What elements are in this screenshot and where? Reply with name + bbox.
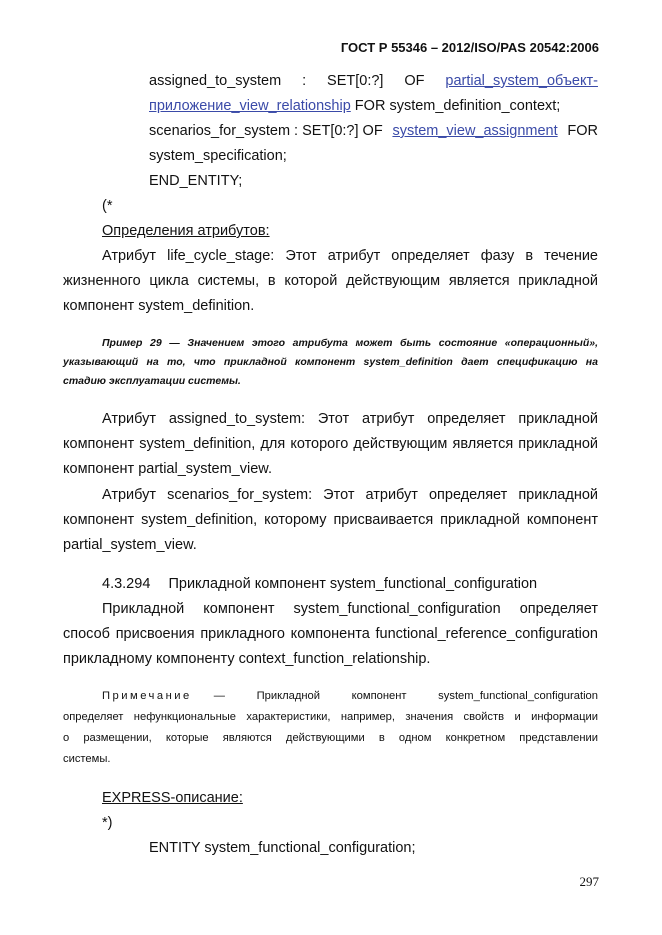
note-line: о размещении, которые являются действующими в одном конкретном представлении bbox=[63, 732, 598, 744]
paragraph-line: компонент system_definition, для которого действующим является прикладной bbox=[63, 436, 598, 452]
express-token: : bbox=[302, 73, 307, 89]
paragraph-line: Прикладной компонент system_functional_configuration определяет bbox=[102, 601, 598, 617]
paragraph-line: Атрибут scenarios_for_system: Этот атрибут определяет прикладной bbox=[102, 487, 598, 503]
note-line: системы. bbox=[63, 753, 111, 765]
comment-open: (* bbox=[102, 198, 113, 214]
express-line bbox=[149, 98, 560, 114]
example-line: стадию эксплуатации системы. bbox=[63, 375, 241, 387]
express-type-link[interactable]: partial_system_объект- bbox=[445, 73, 598, 89]
paragraph-line: жизненного цикла системы, в которой действующим является прикладной bbox=[63, 273, 598, 289]
express-token: SET[0:?] bbox=[327, 73, 384, 89]
paragraph-line: Атрибут assigned_to_system: Этот атрибут определяет прикладной bbox=[102, 411, 598, 427]
express-line bbox=[149, 123, 598, 139]
entity-declaration: ENTITY system_functional_configuration; bbox=[149, 840, 416, 856]
section-heading bbox=[102, 576, 537, 592]
note-line: определяет нефункциональные характеристики, например, значения свойств и информации bbox=[63, 711, 598, 723]
example-line: указывающий на то, что прикладной компонент system_definition дает спецификацию на bbox=[63, 356, 598, 368]
paragraph-line: компонент system_definition. bbox=[63, 298, 255, 314]
section-number: 4.3.294 bbox=[102, 576, 151, 592]
paragraph-line: компонент partial_system_view. bbox=[63, 461, 272, 477]
document-header: ГОСТ Р 55346 – 2012/ISO/PAS 20542:2006 bbox=[340, 40, 599, 55]
express-token: OF bbox=[404, 73, 425, 89]
attributes-heading: Определения атрибутов: bbox=[102, 223, 270, 239]
example-line: Пример 29 — Значением этого атрибута может быть состояние «операционный», bbox=[102, 337, 598, 349]
paragraph-line: Атрибут life_cycle_stage: Этот атрибут определяет фазу в течение bbox=[102, 248, 598, 264]
express-type-link[interactable]: приложение_view_relationship bbox=[149, 98, 351, 114]
comment-close: *) bbox=[102, 815, 113, 831]
express-line: system_specification; bbox=[149, 148, 287, 164]
express-token: FOR bbox=[563, 123, 598, 139]
express-type-link[interactable]: system_view_assignment bbox=[392, 123, 558, 139]
page-number: 297 bbox=[579, 874, 599, 889]
paragraph-line: partial_system_view. bbox=[63, 537, 197, 553]
paragraph-line: компонент system_definition, которому присваивается прикладной компонент bbox=[63, 512, 598, 528]
express-line bbox=[149, 73, 598, 89]
express-token: assigned_to_system bbox=[149, 73, 282, 89]
express-token: scenarios_for_system : SET[0:?] OF bbox=[149, 123, 387, 139]
note-text: — Прикладной компонент system_functional_configuration bbox=[213, 690, 598, 702]
note-line bbox=[102, 690, 598, 702]
express-line: END_ENTITY; bbox=[149, 173, 243, 189]
paragraph-line: прикладному компоненту context_function_relationship. bbox=[63, 651, 431, 667]
paragraph-line: способ присвоения прикладного компонента functional_reference_configuration bbox=[63, 626, 598, 642]
section-title: Прикладной компонент system_functional_configuration bbox=[168, 576, 538, 592]
express-heading: EXPRESS-описание: bbox=[102, 790, 243, 806]
note-label: Примечание bbox=[102, 690, 192, 702]
express-token: FOR system_definition_context; bbox=[350, 98, 561, 114]
